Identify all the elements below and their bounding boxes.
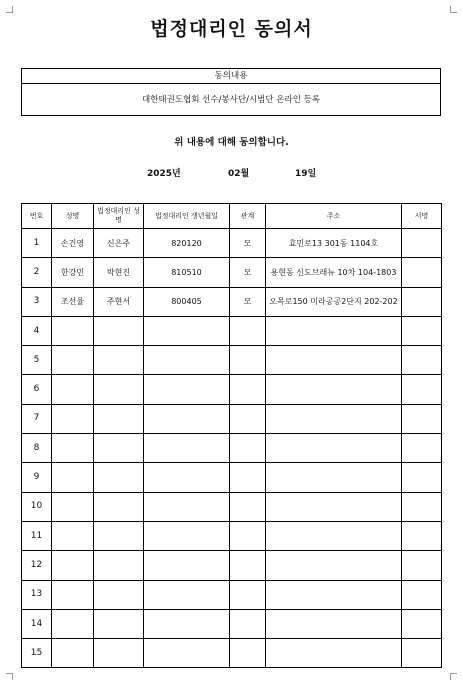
relation <box>230 463 266 492</box>
guardian-name: 주현서 <box>94 287 144 316</box>
header-number: 번호 <box>22 204 52 229</box>
signature-cell <box>402 404 442 433</box>
header-name: 성명 <box>52 204 94 229</box>
address <box>266 521 402 550</box>
student-name <box>52 551 94 580</box>
signature-cell <box>402 551 442 580</box>
student-name: 손건영 <box>52 229 94 258</box>
address <box>266 404 402 433</box>
signature-cell <box>402 463 442 492</box>
row-number: 10 <box>22 492 52 521</box>
student-name: 조선율 <box>52 287 94 316</box>
relation <box>230 492 266 521</box>
relation <box>230 580 266 609</box>
consent-heading: 동의내용 <box>22 69 440 84</box>
row-number: 11 <box>22 521 52 550</box>
student-name <box>52 639 94 668</box>
row-number: 3 <box>22 287 52 316</box>
signature-cell <box>402 375 442 404</box>
guardian-birthdate: 800405 <box>144 287 230 316</box>
address <box>266 609 402 638</box>
table-row <box>22 551 442 580</box>
guardian-birthdate <box>144 375 230 404</box>
row-number: 13 <box>22 580 52 609</box>
table-row <box>22 287 442 316</box>
guardian-name <box>94 346 144 375</box>
guardian-birthdate <box>144 346 230 375</box>
signature-cell <box>402 316 442 345</box>
address <box>266 463 402 492</box>
student-name <box>52 609 94 638</box>
guardian-birthdate <box>144 551 230 580</box>
address <box>266 346 402 375</box>
signature-cell <box>402 229 442 258</box>
signature-cell <box>402 258 442 287</box>
guardian-name <box>94 639 144 668</box>
crop-mark-top-left <box>6 6 13 13</box>
relation <box>230 375 266 404</box>
row-number: 8 <box>22 434 52 463</box>
consent-content: 대한태권도협회 선수/봉사단/시범단 온라인 등록 <box>141 95 321 105</box>
table-row <box>22 492 442 521</box>
address <box>266 316 402 345</box>
address <box>266 434 402 463</box>
header-guardian-birthdate: 법정대리인 생년월일 <box>144 204 230 229</box>
table-header-row <box>22 204 442 229</box>
relation <box>230 609 266 638</box>
table-row <box>22 258 442 287</box>
row-number: 12 <box>22 551 52 580</box>
table-row <box>22 521 442 550</box>
guardian-name <box>94 492 144 521</box>
guardian-name <box>94 580 144 609</box>
address: 용현동 신도브래뉴 10차 104-1803 <box>266 258 402 287</box>
table-row <box>22 434 442 463</box>
guardian-birthdate: 810510 <box>144 258 230 287</box>
crop-mark-top-right <box>450 6 457 13</box>
table-row <box>22 229 442 258</box>
student-name <box>52 316 94 345</box>
row-number: 5 <box>22 346 52 375</box>
row-number: 9 <box>22 463 52 492</box>
guardian-name <box>94 521 144 550</box>
table-row <box>22 375 442 404</box>
student-name <box>52 521 94 550</box>
row-number: 14 <box>22 609 52 638</box>
signature-cell <box>402 609 442 638</box>
relation <box>230 551 266 580</box>
document-title: 법정대리인 동의서 <box>150 18 313 40</box>
consent-box <box>21 68 441 116</box>
signature-cell <box>402 492 442 521</box>
guardian-birthdate <box>144 609 230 638</box>
guardian-name <box>94 375 144 404</box>
guardian-birthdate <box>144 316 230 345</box>
date-day: 19일 <box>295 169 317 179</box>
guardian-name <box>94 404 144 433</box>
guardian-name <box>94 463 144 492</box>
signature-cell <box>402 287 442 316</box>
address <box>266 551 402 580</box>
guardian-name <box>94 434 144 463</box>
row-number: 4 <box>22 316 52 345</box>
guardian-birthdate: 820120 <box>144 229 230 258</box>
guardian-name: 신은주 <box>94 229 144 258</box>
crop-mark-bottom-right <box>450 673 457 680</box>
signature-cell <box>402 521 442 550</box>
relation: 모 <box>230 258 266 287</box>
relation: 모 <box>230 287 266 316</box>
student-name <box>52 492 94 521</box>
student-name <box>52 463 94 492</box>
student-name <box>52 375 94 404</box>
address: 효민로13 301동 1104호 <box>266 229 402 258</box>
table-row <box>22 316 442 345</box>
relation <box>230 639 266 668</box>
signature-cell <box>402 434 442 463</box>
table-row <box>22 580 442 609</box>
row-number: 2 <box>22 258 52 287</box>
row-number: 15 <box>22 639 52 668</box>
relation <box>230 521 266 550</box>
header-relation: 관계 <box>230 204 266 229</box>
row-number: 7 <box>22 404 52 433</box>
date-month: 02월 <box>228 169 250 179</box>
signature-cell <box>402 346 442 375</box>
relation <box>230 434 266 463</box>
crop-mark-bottom-left <box>6 673 13 680</box>
header-guardian-name: 법정대리인 성명 <box>94 204 144 229</box>
table-row <box>22 463 442 492</box>
agreement-statement: 위 내용에 대해 동의합니다. <box>174 137 289 148</box>
guardian-birthdate <box>144 580 230 609</box>
guardian-birthdate <box>144 521 230 550</box>
guardian-consent-table <box>21 203 442 668</box>
relation <box>230 346 266 375</box>
table-row <box>22 639 442 668</box>
relation <box>230 404 266 433</box>
student-name <box>52 346 94 375</box>
guardian-birthdate <box>144 492 230 521</box>
address: 오목로150 미라공공2단지 202-202 <box>266 287 402 316</box>
guardian-birthdate <box>144 404 230 433</box>
address <box>266 639 402 668</box>
date-year: 2025년 <box>147 169 181 179</box>
row-number: 1 <box>22 229 52 258</box>
guardian-birthdate <box>144 639 230 668</box>
address <box>266 375 402 404</box>
relation <box>230 316 266 345</box>
row-number: 6 <box>22 375 52 404</box>
signature-cell <box>402 580 442 609</box>
header-signature: 서명 <box>402 204 442 229</box>
guardian-name: 박현진 <box>94 258 144 287</box>
student-name <box>52 434 94 463</box>
table-row <box>22 609 442 638</box>
address <box>266 492 402 521</box>
address <box>266 580 402 609</box>
table-row <box>22 404 442 433</box>
table-row <box>22 346 442 375</box>
guardian-name <box>94 609 144 638</box>
student-name <box>52 580 94 609</box>
guardian-birthdate <box>144 463 230 492</box>
header-address: 주소 <box>266 204 402 229</box>
student-name: 한강민 <box>52 258 94 287</box>
signature-cell <box>402 639 442 668</box>
relation: 모 <box>230 229 266 258</box>
student-name <box>52 404 94 433</box>
guardian-name <box>94 316 144 345</box>
guardian-name <box>94 551 144 580</box>
guardian-birthdate <box>144 434 230 463</box>
